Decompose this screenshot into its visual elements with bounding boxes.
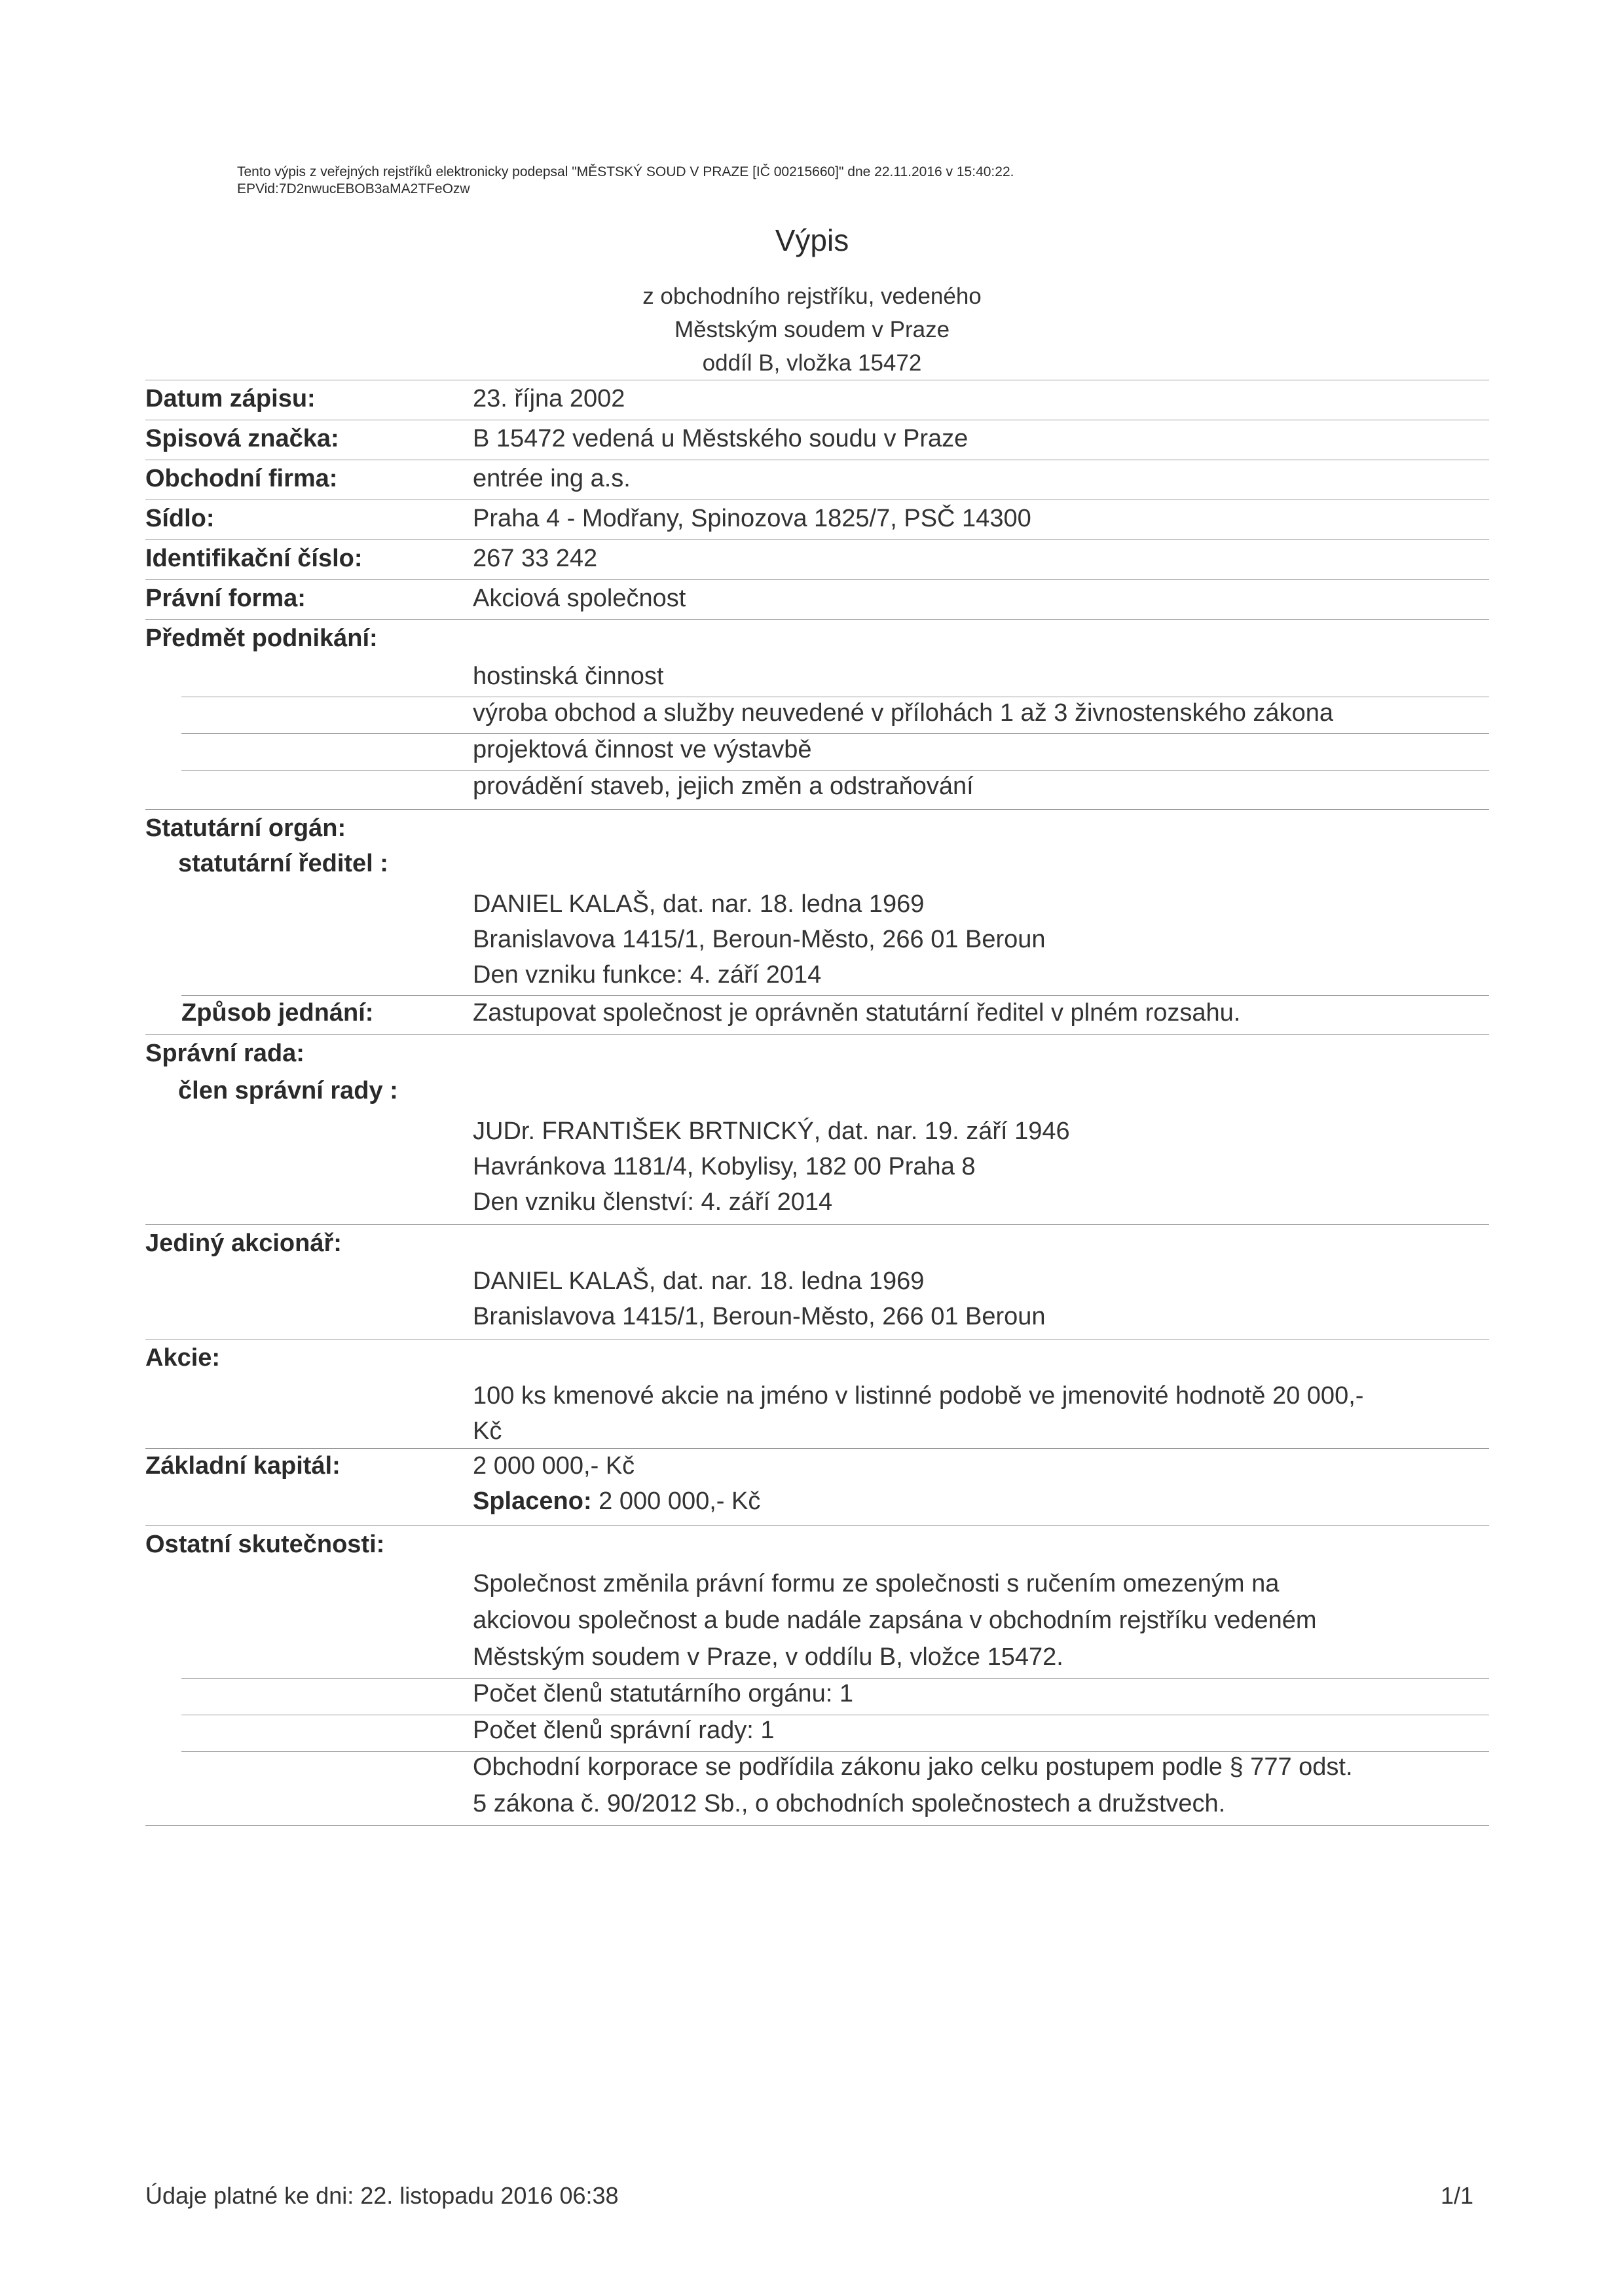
other-fact-line: Městským soudem v Praze, v oddílu B, vložce 15472. [473, 1643, 1063, 1671]
signature-line: Tento výpis z veřejných rejstříků elektronicky podepsal "MĚSTSKÝ SOUD V PRAZE [IČ 00215660]" dne 22.11.2016 v 15:40:22. [237, 164, 1014, 179]
director-address: Branislavova 1415/1, Beroun-Město, 266 01 Beroun [473, 926, 1046, 953]
label-spisova-znacka: Spisová značka: [145, 425, 339, 452]
shares-currency: Kč [473, 1417, 502, 1445]
value-datum-zapisu: 23. října 2002 [473, 385, 625, 412]
splaceno-amount: 2 000 000,- Kč [591, 1487, 761, 1515]
director-since: Den vzniku funkce: 4. září 2014 [473, 961, 822, 989]
other-fact-line: Obchodní korporace se podřídila zákonu jako celku postupem podle § 777 odst. [473, 1753, 1353, 1781]
shareholder-name: DANIEL KALAŠ, dat. nar. 18. ledna 1969 [473, 1267, 925, 1295]
divider [181, 1751, 1489, 1752]
other-fact-line: Počet členů správní rady: 1 [473, 1717, 775, 1744]
value-sidlo: Praha 4 - Modřany, Spinozova 1825/7, PSČ 14300 [473, 505, 1031, 532]
other-fact-line: akciovou společnost a bude nadále zapsána v obchodním rejstříku vedeném [473, 1607, 1317, 1634]
label-predmet-podnikani: Předmět podnikání: [145, 625, 378, 652]
other-fact-line: Společnost změnila právní formu ze společnosti s ručením omezeným na [473, 1570, 1280, 1597]
value-spisova-znacka: B 15472 vedená u Městského soudu v Praze [473, 425, 969, 452]
label-statutarni-organ: Statutární orgán: [145, 814, 346, 842]
label-sidlo: Sídlo: [145, 505, 215, 532]
divider [145, 1448, 1489, 1449]
business-activity-item: provádění staveb, jejich změn a odstraňování [473, 773, 974, 800]
section-subtitle: oddíl B, vložka 15472 [702, 350, 922, 376]
value-obchodni-firma: entrée ing a.s. [473, 465, 631, 492]
validity-date: Údaje platné ke dni: 22. listopadu 2016 06:38 [145, 2182, 619, 2209]
label-identifikacni-cislo: Identifikační číslo: [145, 545, 363, 572]
label-splaceno: Splaceno: [473, 1487, 592, 1515]
label-jediny-akcionar: Jediný akcionář: [145, 1230, 342, 1257]
value-zpusob-jednani: Zastupovat společnost je oprávněn statutární ředitel v plném rozsahu. [473, 999, 1241, 1027]
board-member-name: JUDr. FRANTIŠEK BRTNICKÝ, dat. nar. 19. září 1946 [473, 1118, 1070, 1145]
label-zakladni-kapital: Základní kapitál: [145, 1452, 341, 1480]
divider [145, 619, 1489, 620]
divider [145, 1034, 1489, 1035]
shareholder-address: Branislavova 1415/1, Beroun-Město, 266 01 Beroun [473, 1303, 1046, 1330]
divider [181, 770, 1489, 771]
other-fact-line: Počet členů statutárního orgánu: 1 [473, 1680, 853, 1707]
shares-description: 100 ks kmenové akcie na jméno v listinné podobě ve jmenovité hodnotě 20 000,- [473, 1382, 1364, 1410]
label-ostatni-skutecnosti: Ostatní skutečnosti: [145, 1531, 385, 1558]
label-spravni-rada: Správní rada: [145, 1040, 304, 1067]
board-member-since: Den vzniku členství: 4. září 2014 [473, 1188, 833, 1216]
business-activity-item: výroba obchod a služby neuvedené v přílohách 1 až 3 živnostenského zákona [473, 699, 1333, 727]
value-identifikacni-cislo: 267 33 242 [473, 545, 598, 572]
divider [145, 1224, 1489, 1225]
business-activity-item: projektová činnost ve výstavbě [473, 736, 812, 763]
divider [145, 809, 1489, 810]
divider [145, 1825, 1489, 1826]
divider [145, 1525, 1489, 1526]
document-title: Výpis [775, 223, 849, 257]
value-zakladni-kapital: 2 000 000,- Kč [473, 1452, 635, 1480]
epvid-line: EPVid:7D2nwucEBOB3aMA2TFeOzw [237, 181, 470, 196]
divider [181, 1678, 1489, 1679]
label-pravni-forma: Právní forma: [145, 585, 306, 612]
page-number: 1/1 [1441, 2182, 1474, 2209]
business-activity-item: hostinská činnost [473, 663, 664, 690]
label-zpusob-jednani: Způsob jednání: [181, 999, 374, 1027]
label-datum-zapisu: Datum zápisu: [145, 385, 316, 412]
divider [181, 995, 1489, 996]
divider [181, 733, 1489, 734]
label-statutarni-reditel: statutární ředitel : [178, 850, 388, 877]
register-subtitle: z obchodního rejstříku, vedeného [642, 283, 982, 309]
value-splaceno [473, 1487, 760, 1516]
divider [145, 579, 1489, 580]
label-obchodni-firma: Obchodní firma: [145, 465, 338, 492]
board-member-address: Havránkova 1181/4, Kobylisy, 182 00 Praha 8 [473, 1153, 976, 1180]
value-pravni-forma: Akciová společnost [473, 585, 686, 612]
court-subtitle: Městským soudem v Praze [674, 317, 950, 342]
divider [145, 539, 1489, 540]
director-name: DANIEL KALAŠ, dat. nar. 18. ledna 1969 [473, 890, 925, 918]
label-akcie: Akcie: [145, 1344, 221, 1372]
label-clen-spravni-rady: člen správní rady : [178, 1077, 398, 1104]
other-fact-line: 5 zákona č. 90/2012 Sb., o obchodních společnostech a družstvech. [473, 1790, 1226, 1817]
